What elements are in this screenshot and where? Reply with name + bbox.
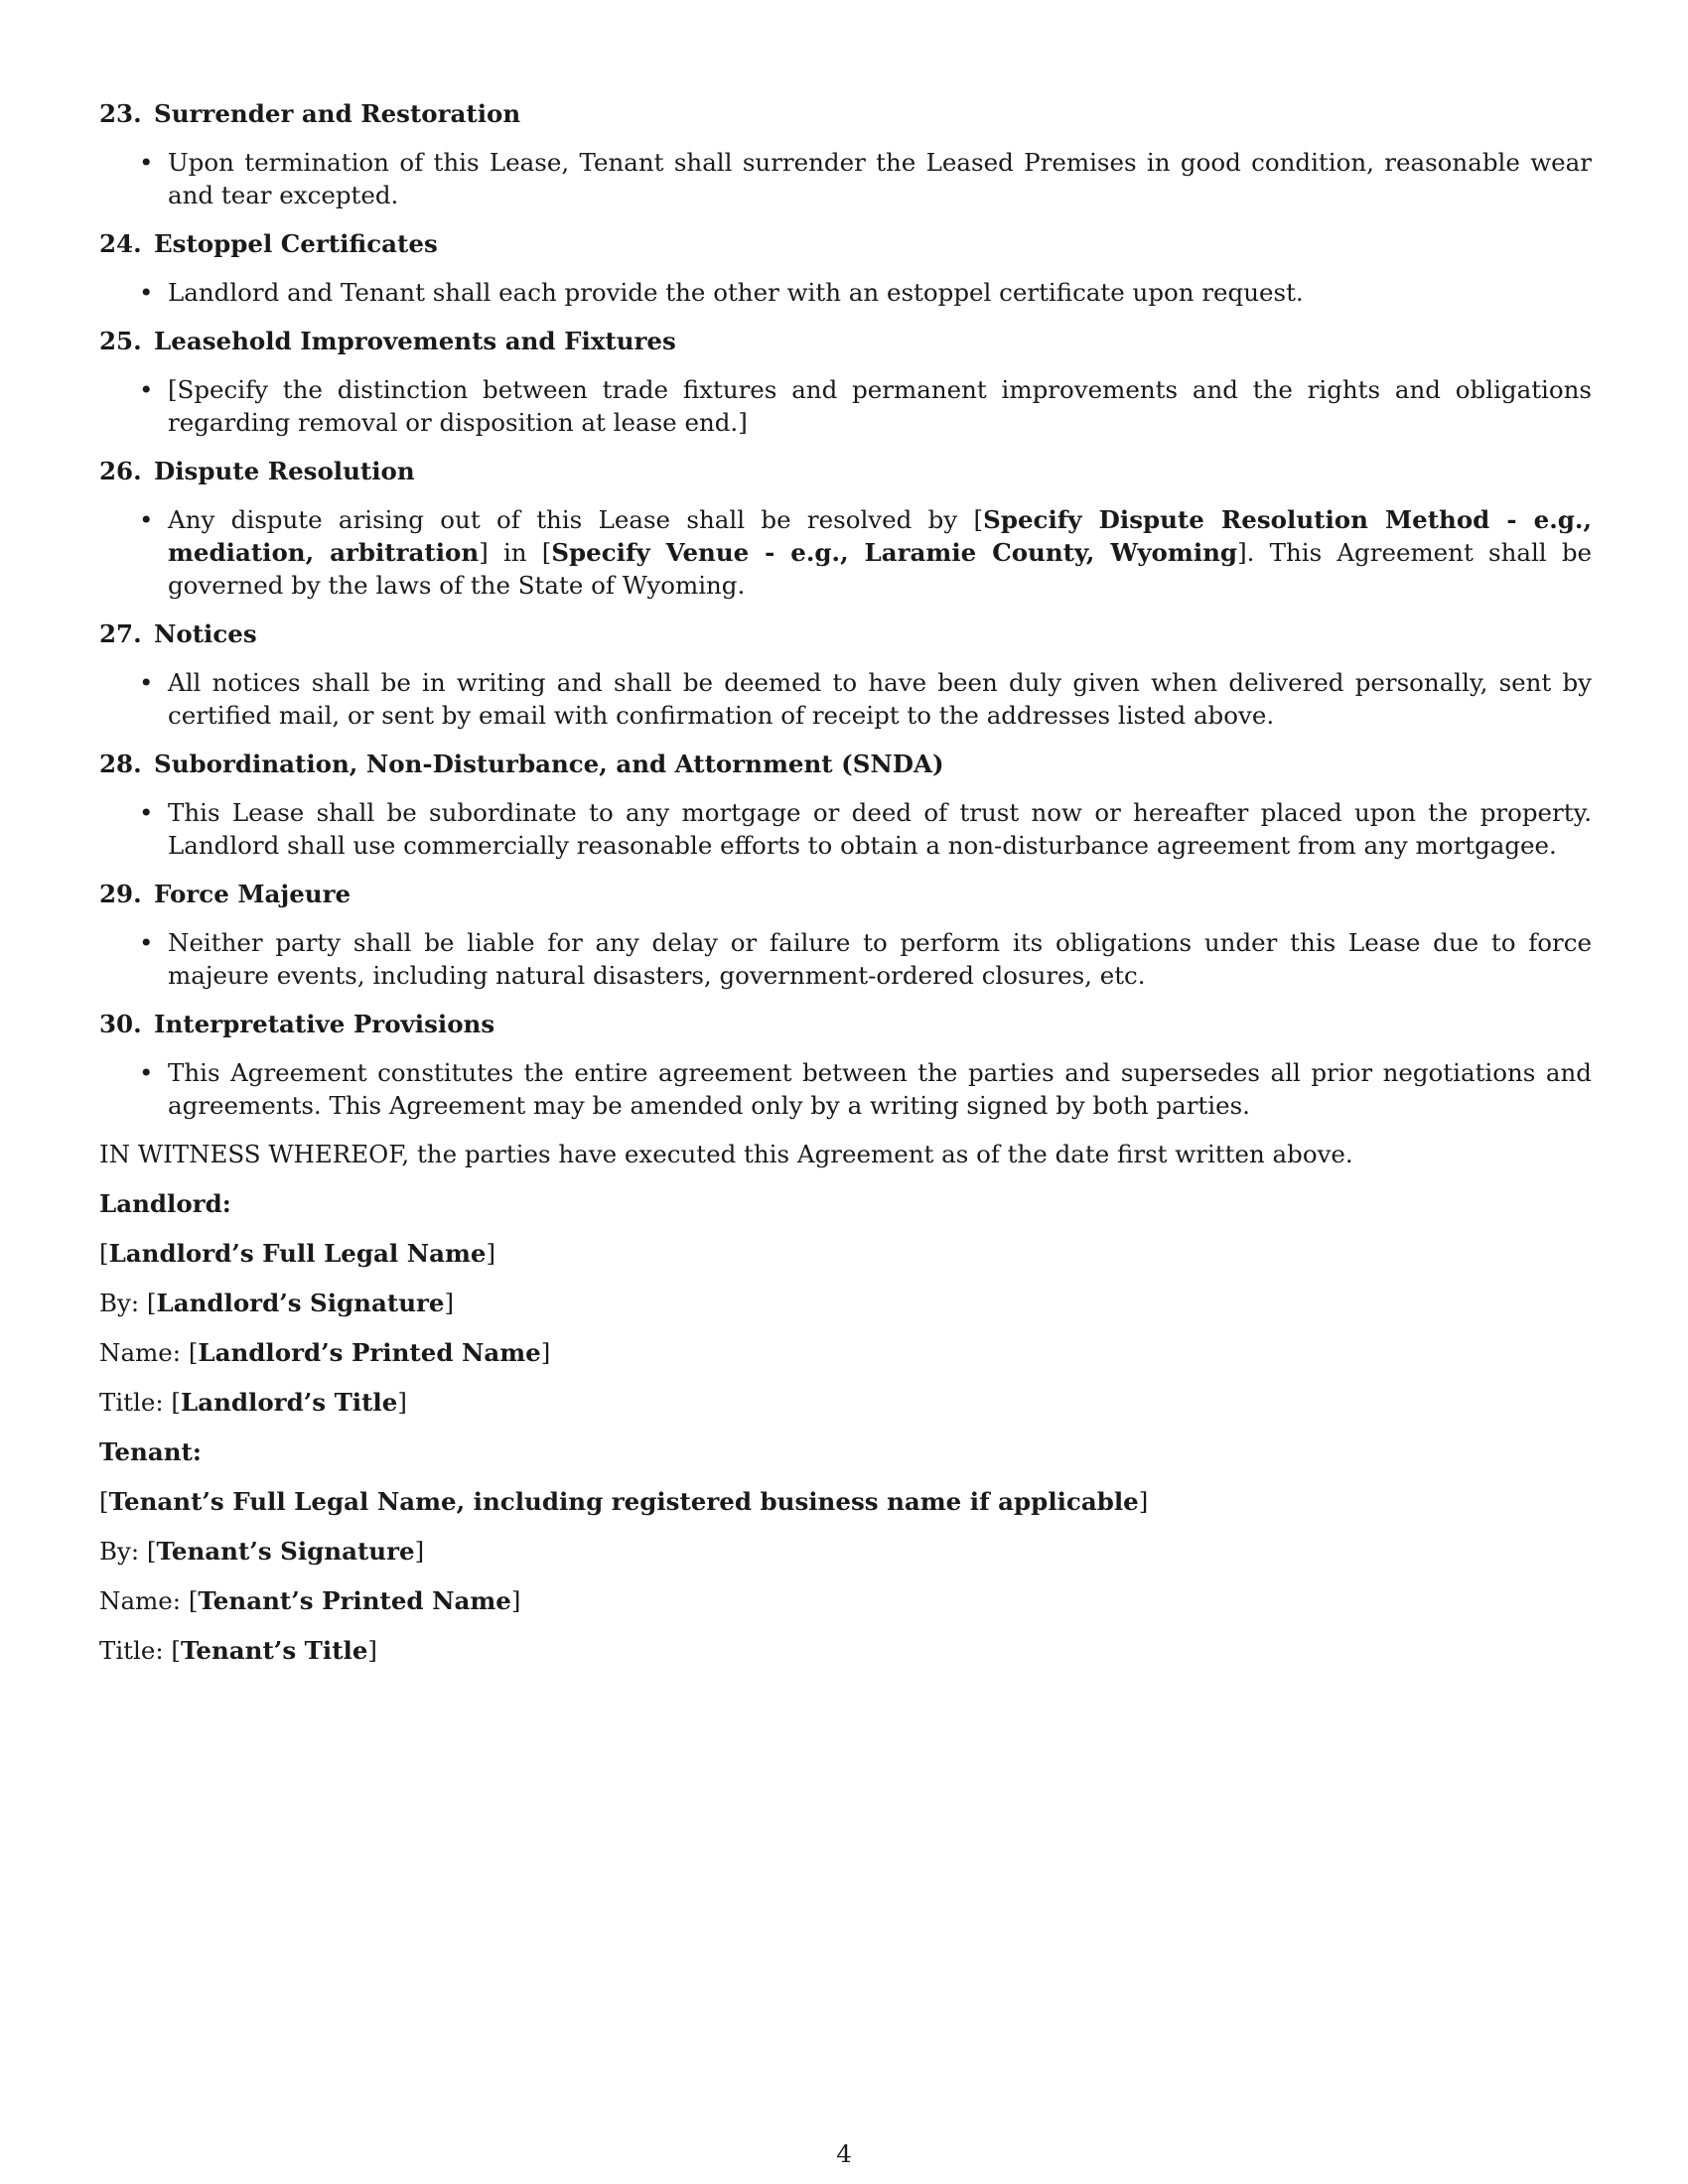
section-heading [99,1008,1592,1040]
section-title: Notices [154,619,257,648]
section-title: Interpretative Provisions [154,1010,495,1038]
landlord-printed-name: Landlord’s Printed Name [198,1338,541,1367]
section-bullet [99,926,1592,992]
lease-section [99,1008,1592,1122]
section-number: 25. [99,327,142,355]
section-number: 30. [99,1010,142,1038]
section-bullet-list [99,926,1592,992]
section-bullet [99,796,1592,862]
tenant-title-line: Title: [Tenant’s Title] [99,1636,377,1665]
section-title: Force Majeure [154,880,352,908]
tenant-label: Tenant: [99,1437,202,1466]
section-heading [99,455,1592,487]
landlord-full-name-line: [Landlord’s Full Legal Name] [99,1239,496,1268]
tenant-by-line: By: [Tenant’s Signature] [99,1537,425,1566]
landlord-name-line: Name: [Landlord’s Printed Name] [99,1338,551,1367]
tenant-full-name-line: [Tenant’s Full Legal Name, including registered business name if applicable] [99,1487,1149,1516]
bullet-text: Landlord and Tenant shall each provide the other with an estoppel certificate upon request. [168,278,1304,307]
section-title: Surrender and Restoration [154,99,521,128]
section-bullet-list [99,666,1592,732]
tenant-name-label: Name: [99,1586,182,1615]
section-number: 26. [99,457,142,485]
lease-section [99,227,1592,309]
tenant-title-label: Title: [99,1636,164,1665]
section-bullet-list [99,796,1592,862]
landlord-full-name: Landlord’s Full Legal Name [108,1239,487,1268]
landlord-name-label: Name: [99,1338,182,1367]
section-title: Estoppel Certificates [154,229,438,258]
section-bullet [99,503,1592,602]
witness-statement: IN WITNESS WHEREOF, the parties have executed this Agreement as of the date first written above. [99,1140,1353,1168]
section-number: 27. [99,619,142,648]
bullet-text: Neither party shall be liable for any delay or failure to perform its obligations under this Lease due to force majeure events, including natural disasters, government-ordered closures, etc. [168,928,1592,990]
section-number: 23. [99,99,142,128]
tenant-title: Tenant’s Title [180,1636,368,1665]
bullet-text: All notices shall be in writing and shall be deemed to have been duly given when delivered personally, sent by certified mail, or sent by email with confirmation of receipt to the addresses listed above. [168,668,1592,730]
landlord-by-label: By: [99,1289,140,1317]
document-page [99,97,1592,1684]
bullet-text: [Specify the distinction between trade fixtures and permanent improvements and the rights and obligations regarding removal or disposition at lease end.] [168,375,1592,437]
tenant-by-label: By: [99,1537,140,1566]
bullet-text: ] in [ [479,538,552,567]
landlord-title-label: Title: [99,1388,164,1417]
landlord-title-line: Title: [Landlord’s Title] [99,1388,407,1417]
section-title: Subordination, Non-Disturbance, and Attornment (SNDA) [154,750,944,778]
tenant-signature-block [99,1435,1592,1667]
sections-list [99,97,1592,1122]
section-bullet-list [99,146,1592,211]
landlord-signature-block [99,1187,1592,1419]
section-bullet-list [99,373,1592,439]
bullet-text: Upon termination of this Lease, Tenant shall surrender the Leased Premises in good condition, reasonable wear and tear excepted. [168,148,1592,209]
section-heading [99,748,1592,780]
lease-section [99,455,1592,602]
tenant-signature: Tenant’s Signature [156,1537,415,1566]
landlord-signature: Landlord’s Signature [156,1289,445,1317]
bullet-text: Any dispute arising out of this Lease shall be resolved by [ [168,505,984,534]
placeholder-text: Specify Venue - e.g., Laramie County, Wyoming [551,538,1238,567]
tenant-full-name: Tenant’s Full Legal Name, including registered business name if applicable [108,1487,1139,1516]
section-title: Leasehold Improvements and Fixtures [154,327,676,355]
lease-section [99,748,1592,862]
placeholder-text: Specify Dispute Resolution Method - e.g., mediation, arbitration [168,505,1592,567]
bullet-text: This Agreement constitutes the entire agreement between the parties and supersedes all prior negotiations and agreements. This Agreement may be amended only by a writing signed by both parties. [168,1058,1592,1120]
lease-section [99,97,1592,211]
section-heading [99,227,1592,260]
section-number: 24. [99,229,142,258]
section-heading [99,97,1592,130]
section-heading [99,878,1592,910]
section-number: 28. [99,750,142,778]
section-heading [99,325,1592,357]
section-bullet [99,373,1592,439]
bullet-text: ]. This Agreement shall be governed by the laws of the State of Wyoming. [168,538,1593,600]
tenant-printed-name: Tenant’s Printed Name [198,1586,511,1615]
landlord-label: Landlord: [99,1189,231,1218]
section-number: 29. [99,880,142,908]
page-number: 4 [836,2139,852,2168]
section-heading [99,617,1592,650]
landlord-title: Landlord’s Title [180,1388,398,1417]
section-bullet-list [99,1056,1592,1122]
section-bullet-list [99,503,1592,602]
lease-section [99,325,1592,439]
section-bullet [99,146,1592,211]
section-title: Dispute Resolution [154,457,415,485]
section-bullet [99,276,1592,309]
tenant-name-line: Name: [Tenant’s Printed Name] [99,1586,521,1615]
lease-section [99,878,1592,992]
landlord-by-line: By: [Landlord’s Signature] [99,1289,455,1317]
bullet-text: This Lease shall be subordinate to any mortgage or deed of trust now or hereafter placed upon the property. Landlord shall use commercially reasonable efforts to obtain a non-disturbance agreement from any mortgagee. [168,798,1592,860]
section-bullet [99,1056,1592,1122]
section-bullet [99,666,1592,732]
section-bullet-list [99,276,1592,309]
lease-section [99,617,1592,732]
